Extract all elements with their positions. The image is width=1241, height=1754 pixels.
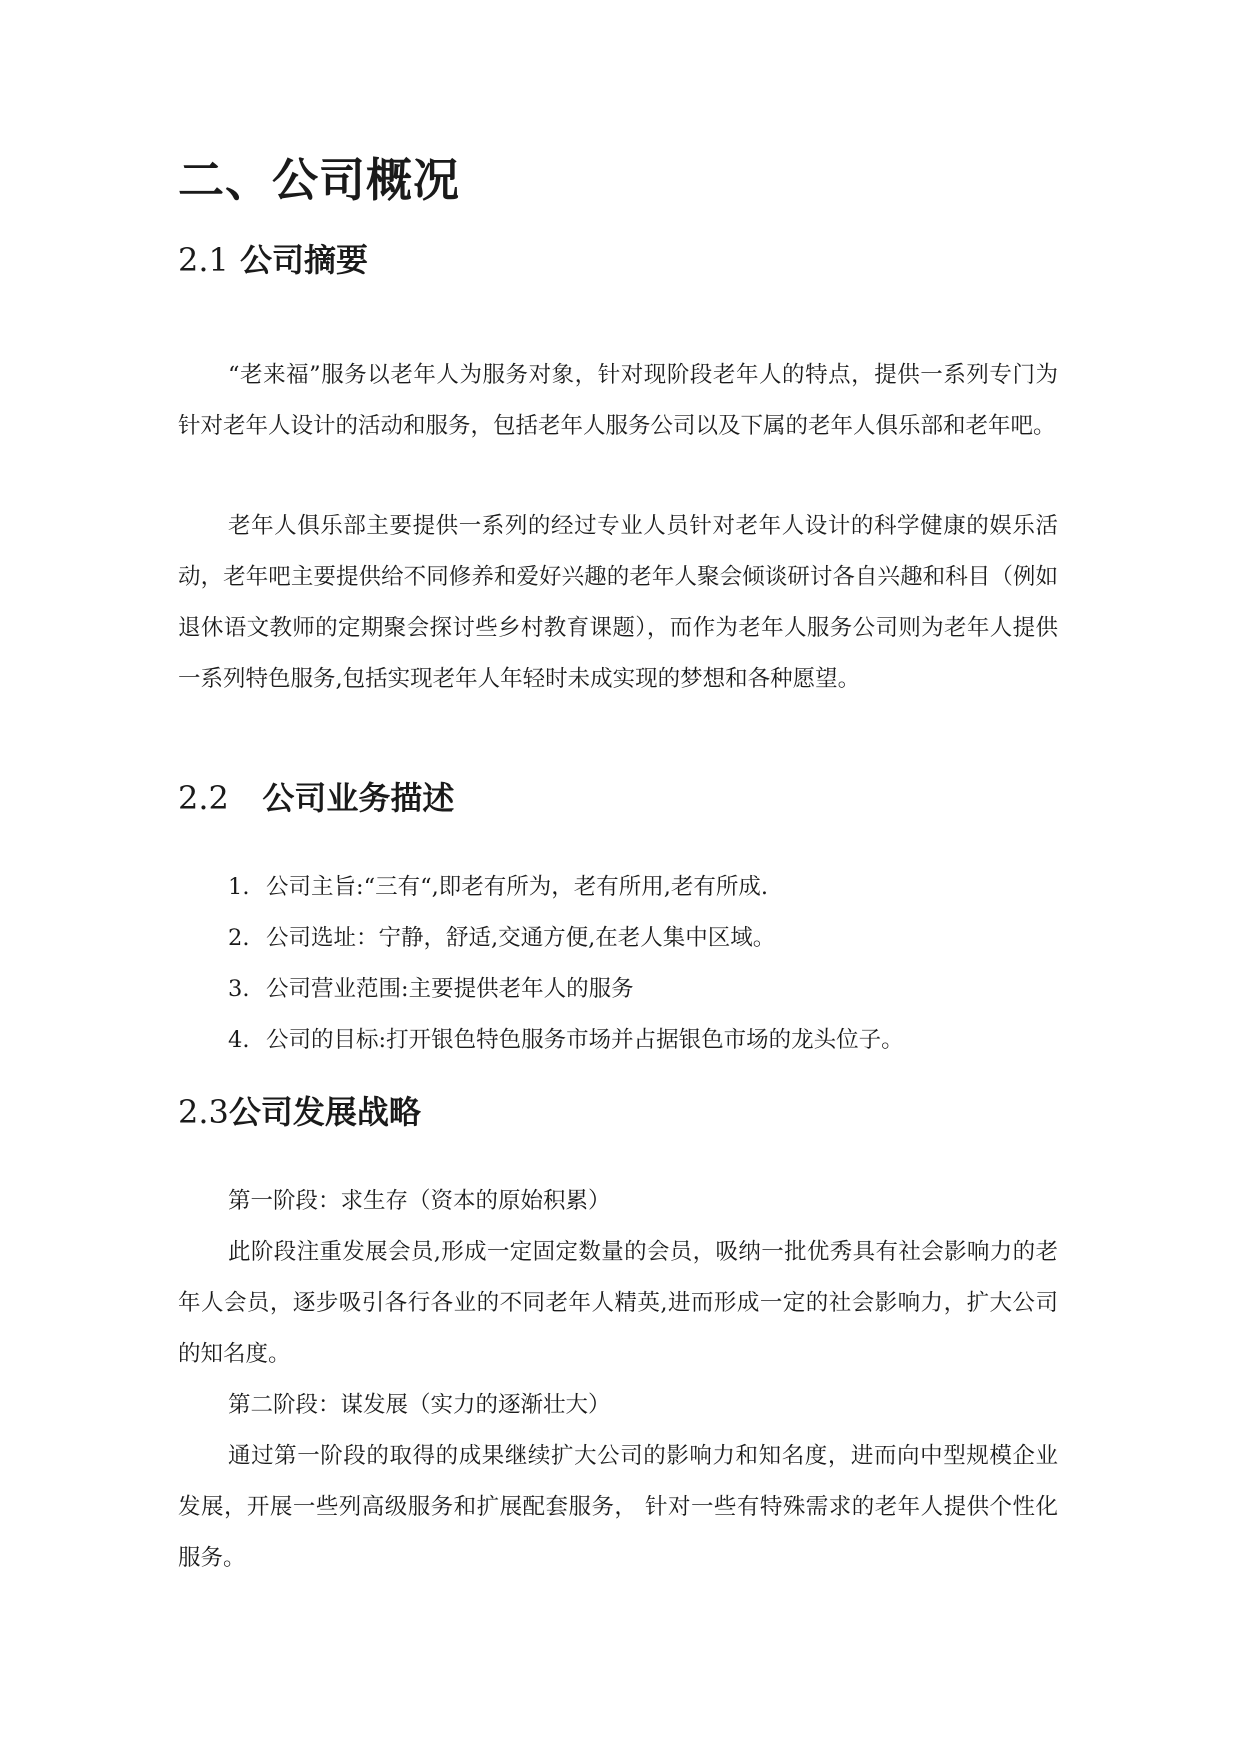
paragraph-stage-1-title: 第一阶段：求生存（资本的原始积累）: [228, 1188, 611, 1214]
section-heading-business: [178, 776, 454, 820]
list-item-text: 公司的目标:打开银色特色服务市场并占据银色市场的龙头位子。: [266, 1027, 904, 1053]
section-title: 公司业务描述: [262, 779, 455, 817]
section-heading-summary: [178, 238, 368, 282]
list-item: [228, 964, 634, 1015]
list-item-text: 公司营业范围:主要提供老年人的服务: [266, 976, 634, 1002]
section-number: 2.2: [178, 779, 229, 817]
paragraph-stage-2-title: 第二阶段：谋发展（实力的逐渐壮大）: [228, 1392, 611, 1418]
list-item-index: 1.: [228, 874, 250, 900]
paragraph-stage-1-body: 此阶段注重发展会员,形成一定固定数量的会员，吸纳一批优秀具有社会影响力的老年人会员，逐步吸引各行各业的不同老年人精英,进而形成一定的社会影响力，扩大公司的知名度。: [178, 1239, 1058, 1367]
list-item: [228, 862, 768, 913]
list-item-text: 公司选址：宁静，舒适,交通方便,在老人集中区域。: [266, 925, 776, 951]
section-title: 公司发展战略: [228, 1093, 421, 1131]
list-item: [228, 913, 775, 964]
section-heading-strategy: [178, 1090, 421, 1134]
section-number: 2.3: [178, 1093, 229, 1131]
list-item-index: 4.: [228, 1027, 250, 1053]
section-number: 2.1: [178, 241, 229, 279]
paragraph-summary-2: 老年人俱乐部主要提供一系列的经过专业人员针对老年人设计的科学健康的娱乐活动，老年吧主要提供给不同修养和爱好兴趣的老年人聚会倾谈研讨各自兴趣和科目（例如退休语文教师的定期聚会探讨些乡村教育课题），而作为老年人服务公司则为老年人提供一系列特色服务,包括实现老年人年轻时未成实现的梦想和各种愿望。: [178, 513, 1058, 692]
paragraph-stage-2-body: 通过第一阶段的取得的成果继续扩大公司的影响力和知名度，进而向中型规模企业发展，开展一些列高级服务和扩展配套服务， 针对一些有特殊需求的老年人提供个性化服务。: [178, 1443, 1058, 1571]
section-title: 公司摘要: [240, 241, 369, 279]
chapter-title: 二、公司概况: [178, 153, 460, 207]
paragraph-summary-1: “老来福”服务以老年人为服务对象，针对现阶段老年人的特点，提供一系列专门为针对老年人设计的活动和服务，包括老年人服务公司以及下属的老年人俱乐部和老年吧。: [178, 362, 1058, 439]
list-item-index: 3.: [228, 976, 250, 1002]
list-item-text: 公司主旨:“三有“,即老有所为，老有所用,老有所成.: [266, 874, 769, 900]
list-item-index: 2.: [228, 925, 250, 951]
list-item: [228, 1015, 904, 1066]
